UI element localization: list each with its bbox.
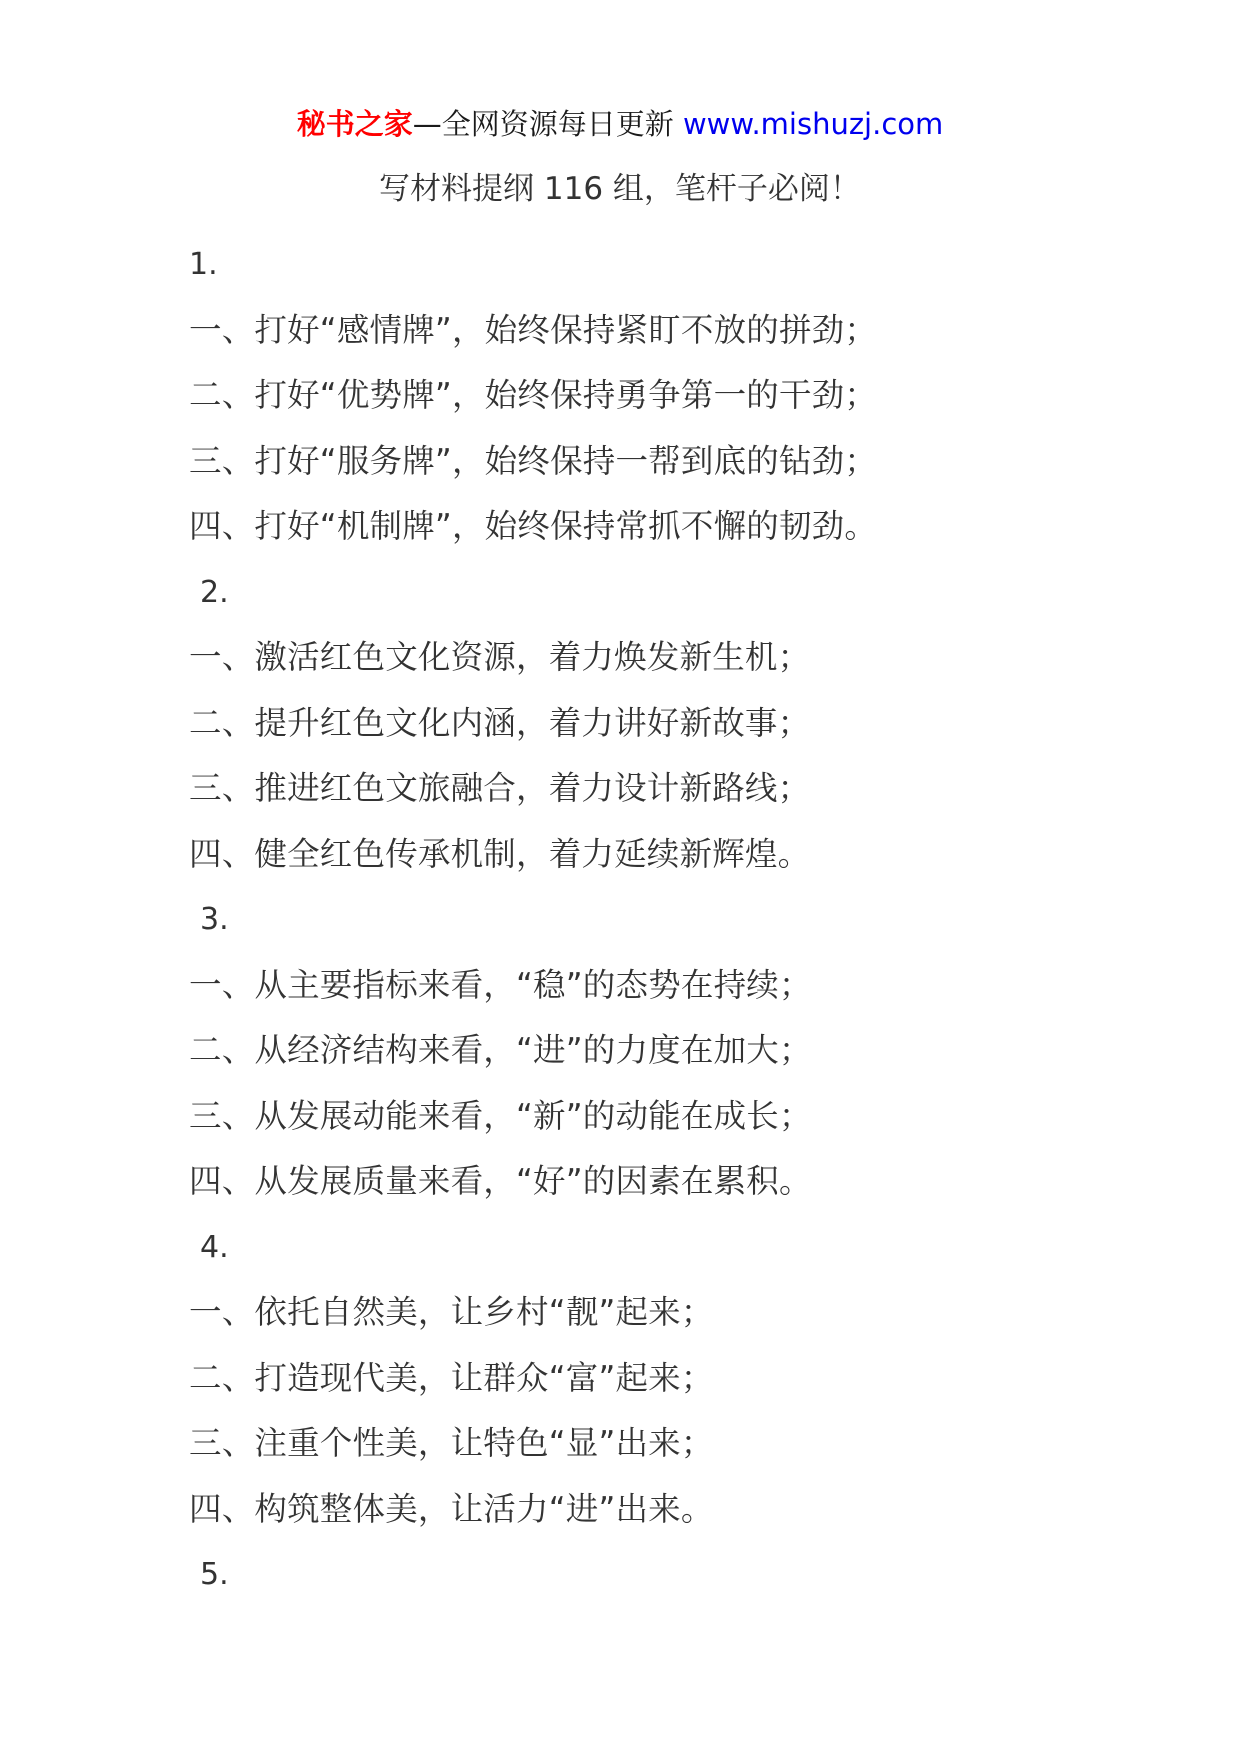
section-number: 3. xyxy=(200,902,229,937)
section-number: 4. xyxy=(200,1229,229,1265)
outline-line: 二、打造现代美，让群众“富”起来； xyxy=(189,1358,714,1397)
outline-line: 二、提升红色文化内涵，着力讲好新故事； xyxy=(189,703,811,742)
brand-name: 秘书之家 xyxy=(296,107,413,141)
site-url-link[interactable]: www.mishuzj.com xyxy=(682,107,944,141)
header-tagline: —全网资源每日更新 xyxy=(412,107,674,141)
outline-line: 一、从主要指标来看，“稳”的态势在持续； xyxy=(189,965,812,1004)
outline-line: 三、注重个性美，让特色“显”出来； xyxy=(189,1424,714,1462)
outline-line: 三、打好“服务牌”，始终保持一帮到底的钻劲； xyxy=(189,441,878,480)
section-number: 2. xyxy=(200,574,229,610)
outline-line: 一、打好“感情牌”，始终保持紧盯不放的拼劲； xyxy=(189,310,878,349)
outline-line: 三、推进红色文旅融合，着力设计新路线； xyxy=(189,769,811,807)
outline-line: 四、从发展质量来看，“好”的因素在累积。 xyxy=(189,1162,812,1200)
outline-line: 三、从发展动能来看，“新”的动能在成长； xyxy=(189,1096,812,1135)
section-number: 1. xyxy=(189,247,218,282)
document-title: 写材料提纲 116 组，笔杆子必阅！ xyxy=(379,171,861,207)
outline-line: 一、依托自然美，让乡村“靓”起来； xyxy=(189,1293,714,1331)
outline-line: 一、激活红色文化资源，着力焕发新生机； xyxy=(189,638,811,676)
outline-line: 四、构筑整体美，让活力“进”出来。 xyxy=(189,1489,714,1528)
site-header xyxy=(0,104,1240,144)
outline-line: 二、打好“优势牌”，始终保持勇争第一的干劲； xyxy=(189,376,878,414)
outline-content xyxy=(189,232,1189,1608)
outline-line: 四、打好“机制牌”，始终保持常抓不懈的韧劲。 xyxy=(189,507,878,545)
outline-line: 四、健全红色传承机制，着力延续新辉煌。 xyxy=(189,834,811,873)
section-number: 5. xyxy=(200,1557,229,1592)
outline-line: 二、从经济结构来看，“进”的力度在加大； xyxy=(189,1031,812,1069)
